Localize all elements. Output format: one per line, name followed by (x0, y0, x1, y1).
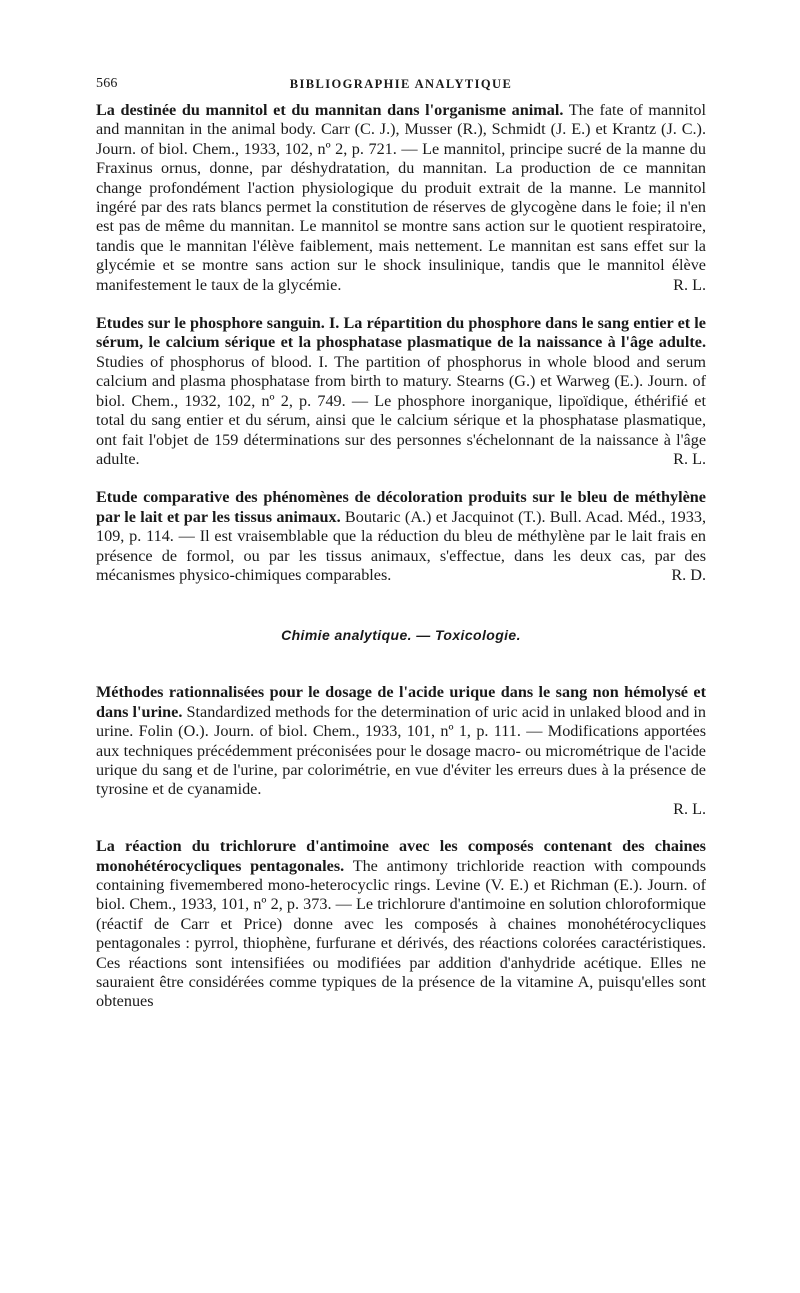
abstract-entry (96, 101, 706, 295)
entry-title: La destinée du mannitol et du mannitan dans l'organisme animal. (96, 101, 564, 119)
entry-body: The antimony trichloride reaction with compounds containing fivemembered mono-heterocyclic rings. Levine (V. E.) et Richman (E.). Journ. of biol. Chem., 1933, 101, nº 2, p. 373. — Le trichlorure d'antimoine en solution chloroformique (réactif de Carr et Price) donne avec les composés à chaines monohétérocycliques pentagonales : pyrrol, thiophène, furfurane et dérivés, des réactions colorées caractéristiques. Ces réactions sont intensifiées ou modifiées par addition d'anhydride acétique. Elles ne sauraient être considérées comme typiques de la présence de la vitamine A, puisqu'elles sont obtenues (96, 856, 706, 1011)
page-content (96, 98, 706, 1012)
page-header (96, 76, 706, 96)
section-heading: Chimie analytique. — Toxicologie. (281, 627, 521, 644)
entry-title: Méthodes rationnalisées pour le dosage de l'acide urique dans le sang non hémolysé et dans l'urine. (96, 683, 706, 721)
entry-title: Etude comparative des phénomènes de décoloration produits sur le bleu de méthylène par le lait et par les tissus animaux. (96, 488, 706, 526)
entry-signature: R. L. (673, 275, 706, 294)
entry-signature: R. D. (671, 565, 706, 584)
abstract-entry (96, 488, 706, 585)
entry-signature: R. L. (673, 799, 706, 818)
entry-body: Standardized methods for the determination of uric acid in unlaked blood and in urine. Folin (O.). Journ. of biol. Chem., 1933, 101, nº 1, p. 111. — Modifications apportées aux techniques précédemment préconisées pour le dosage macro- ou micrométrique de l'acide urique du sang et de l'urine, par colorimétrie, en vue d'éviter les erreurs dues à la présence de tyrosine et de cyanamide. (96, 702, 706, 799)
entry-body: Studies of phosphorus of blood. I. The partition of phosphorus in whole blood and serum calcium and plasma phosphatase from birth to matury. Stearns (G.) et Warweg (E.). Journ. of biol. Chem., 1932, 102, nº 2, p. 749. — Le phosphore inorganique, lipoïdique, éthérifié et total du sang entier et du sérum, ainsi que le calcium sérique et la phosphatase plasmatique, ont fait l'objet de 159 déterminations sur des personnes s'échelonnant de la naissance à l'âge adulte. (96, 352, 706, 468)
entry-title: La réaction du trichlorure d'antimoine avec les composés contenant des chaines monohétérocycliques pentagonales. (96, 837, 706, 875)
abstract-entry (96, 314, 706, 469)
entry-title: Etudes sur le phosphore sanguin. I. La répartition du phosphore dans le sang entier et le sérum, le calcium sérique et la phosphatase plasmatique de la naissance à l'âge adulte. (96, 314, 706, 352)
entry-body: Boutaric (A.) et Jacquinot (T.). Bull. Acad. Méd., 1933, 109, p. 114. — Il est vraisemblable que la réduction du bleu de méthylène par le lait frais en présence de formol, ou par les tissus animaux, s'effectue, dans les deux cas, par des mécanismes physico-chimiques comparables. (96, 507, 706, 584)
abstract-entry (96, 683, 706, 819)
abstract-entry (96, 837, 706, 1012)
entry-body: The fate of mannitol and mannitan in the animal body. Carr (C. J.), Musser (R.), Schmidt (J. E.) et Krantz (J. C.). Journ. of biol. Chem., 1933, 102, nº 2, p. 721. — Le mannitol, principe sucré de la manne du Fraxinus ornus, donne, par déshydratation, du mannitan. La production de ce mannitan change profondément l'action physiologique du produit extrait de la manne. Le mannitol ingéré par des rats blancs permet la constitution de réserves de glycogène dans le foie; il n'en est pas de même du mannitan. Le mannitol se montre sans action sur le quotient respiratoire, tandis que le mannitan l'élève faiblement, mais nettement. Le mannitan est sans effet sur la glycémie et se montre sans action sur le shock insulinique, tandis que le mannitol élève manifestement le taux de la glycémie. (96, 101, 706, 294)
entry-signature: R. L. (673, 449, 706, 468)
running-head: BIBLIOGRAPHIE ANALYTIQUE (289, 77, 513, 91)
page-number: 566 (96, 76, 118, 91)
